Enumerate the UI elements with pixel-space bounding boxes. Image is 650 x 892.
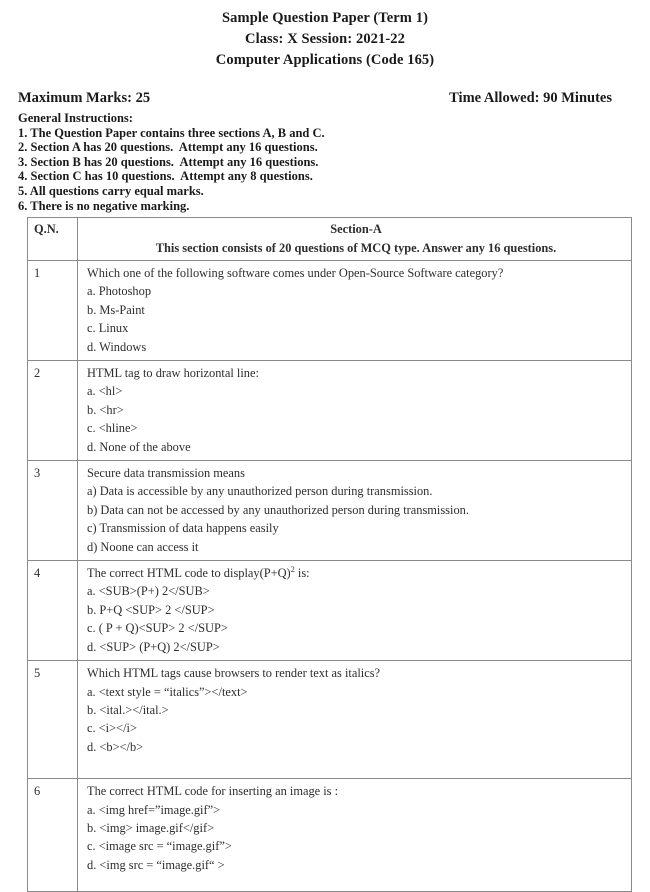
question-option: b. Ms-Paint [87, 302, 145, 317]
question-option: a. <hl> [87, 384, 123, 399]
question-option: c. Linux [87, 321, 129, 336]
question-stem-suffix: is: [294, 566, 310, 581]
question-option: b. P+Q <SUP> 2 </SUP> [87, 602, 215, 617]
table-row [28, 561, 632, 661]
question-option: a. <img href=”image.gif”> [87, 802, 221, 817]
question-content [78, 260, 632, 360]
question-option: b) Data can not be accessed by any unauthorized person during transmission. [87, 502, 469, 517]
section-title: Section-A [330, 222, 382, 237]
question-content [78, 779, 632, 892]
table-row [28, 661, 632, 779]
table-header-row [28, 218, 632, 261]
question-option: a. Photoshop [87, 284, 152, 299]
instructions-heading: General Instructions: [18, 111, 133, 125]
question-option: c. <image src = “image.gif”> [87, 839, 232, 854]
instruction-item: 6. There is no negative marking. [18, 198, 190, 213]
table-row [28, 461, 632, 561]
question-option: c. <hline> [87, 421, 138, 436]
question-option: b. <img> image.gif</gif> [87, 820, 215, 835]
row-spacer [87, 756, 625, 774]
table-row [28, 260, 632, 360]
instruction-item: 2. Section A has 20 questions. Attempt any 16 questions. [18, 140, 318, 155]
question-content [78, 461, 632, 561]
question-option: c. <i></i> [87, 721, 137, 736]
column-header-qn: Q.N. [28, 218, 78, 261]
question-option: c) Transmission of data happens easily [87, 521, 279, 536]
question-option: d. None of the above [87, 439, 191, 454]
row-spacer [87, 874, 625, 887]
question-stem: The correct HTML code for inserting an image is : [87, 784, 339, 799]
question-option: a) Data is accessible by any unauthorized person during transmission. [87, 484, 433, 499]
instruction-item: 3. Section B has 20 questions. Attempt any 16 questions. [18, 154, 319, 169]
marks-and-time-row [0, 90, 650, 107]
question-option: d. <b></b> [87, 739, 144, 754]
section-a-question-table [27, 217, 632, 892]
question-stem-prefix: The correct HTML code to display(P+Q) [87, 566, 291, 581]
question-option: d. Windows [87, 339, 147, 354]
question-number: 1 [28, 260, 78, 360]
question-stem: Secure data transmission means [87, 466, 245, 481]
title-line-2: Class: X Session: 2021-22 [245, 31, 405, 47]
question-option: a. <SUB>(P+) 2</SUB> [87, 584, 210, 599]
question-stem: Which HTML tags cause browsers to render text as italics? [87, 666, 381, 681]
question-number: 6 [28, 779, 78, 892]
question-stem: HTML tag to draw horizontal line: [87, 366, 259, 380]
question-option: d. <img src = “image.gif“ > [87, 857, 225, 872]
question-option: b. <hr> [87, 402, 124, 417]
instruction-item: 1. The Question Paper contains three sections A, B and C. [18, 125, 325, 140]
question-number: 5 [28, 661, 78, 779]
title-line-1: Sample Question Paper (Term 1) [222, 10, 428, 26]
question-option: b. <ital.></ital.> [87, 702, 169, 717]
question-option: c. ( P + Q)<SUP> 2 </SUP> [87, 621, 228, 636]
table-row [28, 361, 632, 461]
question-stem-superscript: 2 [290, 564, 295, 574]
question-content [78, 361, 632, 461]
question-number: 4 [28, 561, 78, 661]
question-number: 2 [28, 361, 78, 461]
maximum-marks: Maximum Marks: 25 [18, 90, 151, 106]
question-option: d) Noone can access it [87, 539, 199, 554]
question-stem [87, 564, 625, 582]
time-allowed: Time Allowed: 90 Minutes [449, 90, 612, 106]
instruction-item: 5. All questions carry equal marks. [18, 183, 204, 198]
document-title-block [0, 0, 650, 71]
instruction-item: 4. Section C has 10 questions. Attempt any 8 questions. [18, 169, 313, 184]
section-subtitle: This section consists of 20 questions of MCQ type. Answer any 16 questions. [155, 240, 557, 255]
question-content [78, 561, 632, 661]
question-stem: Which one of the following software comes under Open-Source Software category? [87, 265, 504, 280]
question-option: d. <SUP> (P+Q) 2</SUP> [87, 639, 220, 654]
question-content [78, 661, 632, 779]
title-line-3: Computer Applications (Code 165) [215, 52, 435, 68]
general-instructions [0, 111, 650, 213]
table-row [28, 779, 632, 892]
question-number: 3 [28, 461, 78, 561]
question-option: a. <text style = “italics”></text> [87, 684, 248, 699]
column-header-section [78, 218, 632, 261]
